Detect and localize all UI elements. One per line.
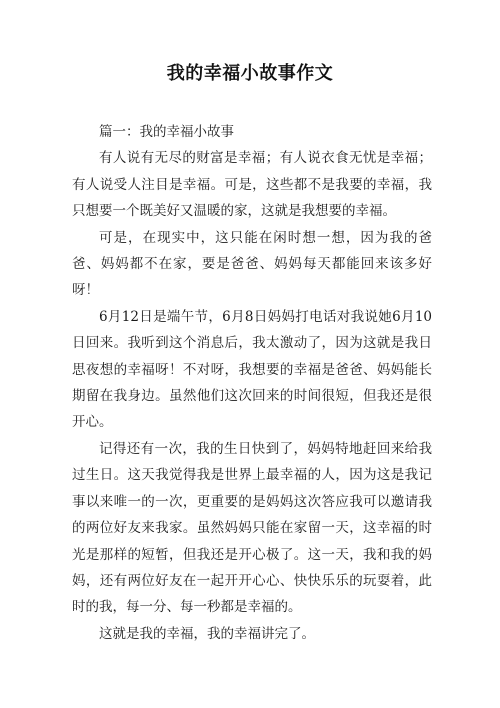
- document-body: [72, 119, 432, 647]
- paragraph: 有人说有无尽的财富是幸福；有人说衣食无忧是幸福；有人说受人注目是幸福。可是，这些都不是我要的幸福，我只想要一个既美好又温暖的家，这就是我想要的幸福。: [72, 150, 432, 220]
- section-heading: 篇一：我的幸福小故事: [99, 124, 234, 140]
- paragraph: 记得还有一次，我的生日快到了，妈妈特地赶回来给我过生日。这天我觉得我是世界上最幸福的人，因为这是我记事以来唯一的一次，更重要的是妈妈这次答应我可以邀请我的两位好友来我家。虽然妈妈只能在家留一天，这幸福的时光是那样的短暂，但我还是开心极了。这一天，我和我的妈妈，还有两位好友在一起开开心心、快快乐乐的玩耍着，此时的我，每一分、每一秒都是幸福的。: [72, 440, 432, 616]
- paragraph: 这就是我的幸福，我的幸福讲完了。: [99, 625, 315, 642]
- paragraph: 可是，在现实中，这只能在闲时想一想，因为我的爸爸、妈妈都不在家，要是爸爸、妈妈每天都能回来该多好呀！: [72, 229, 432, 299]
- document-title: 我的幸福小故事作文: [166, 63, 334, 84]
- paragraph: 6月12日是端午节，6月8日妈妈打电话对我说她6月10日回来。我听到这个消息后，我太激动了，因为这就是我日思夜想的幸福呀！不对呀，我想要的幸福是爸爸、妈妈能长期留在我身边。虽然他们这次回来的时间很短，但我还是很开心。: [72, 308, 432, 431]
